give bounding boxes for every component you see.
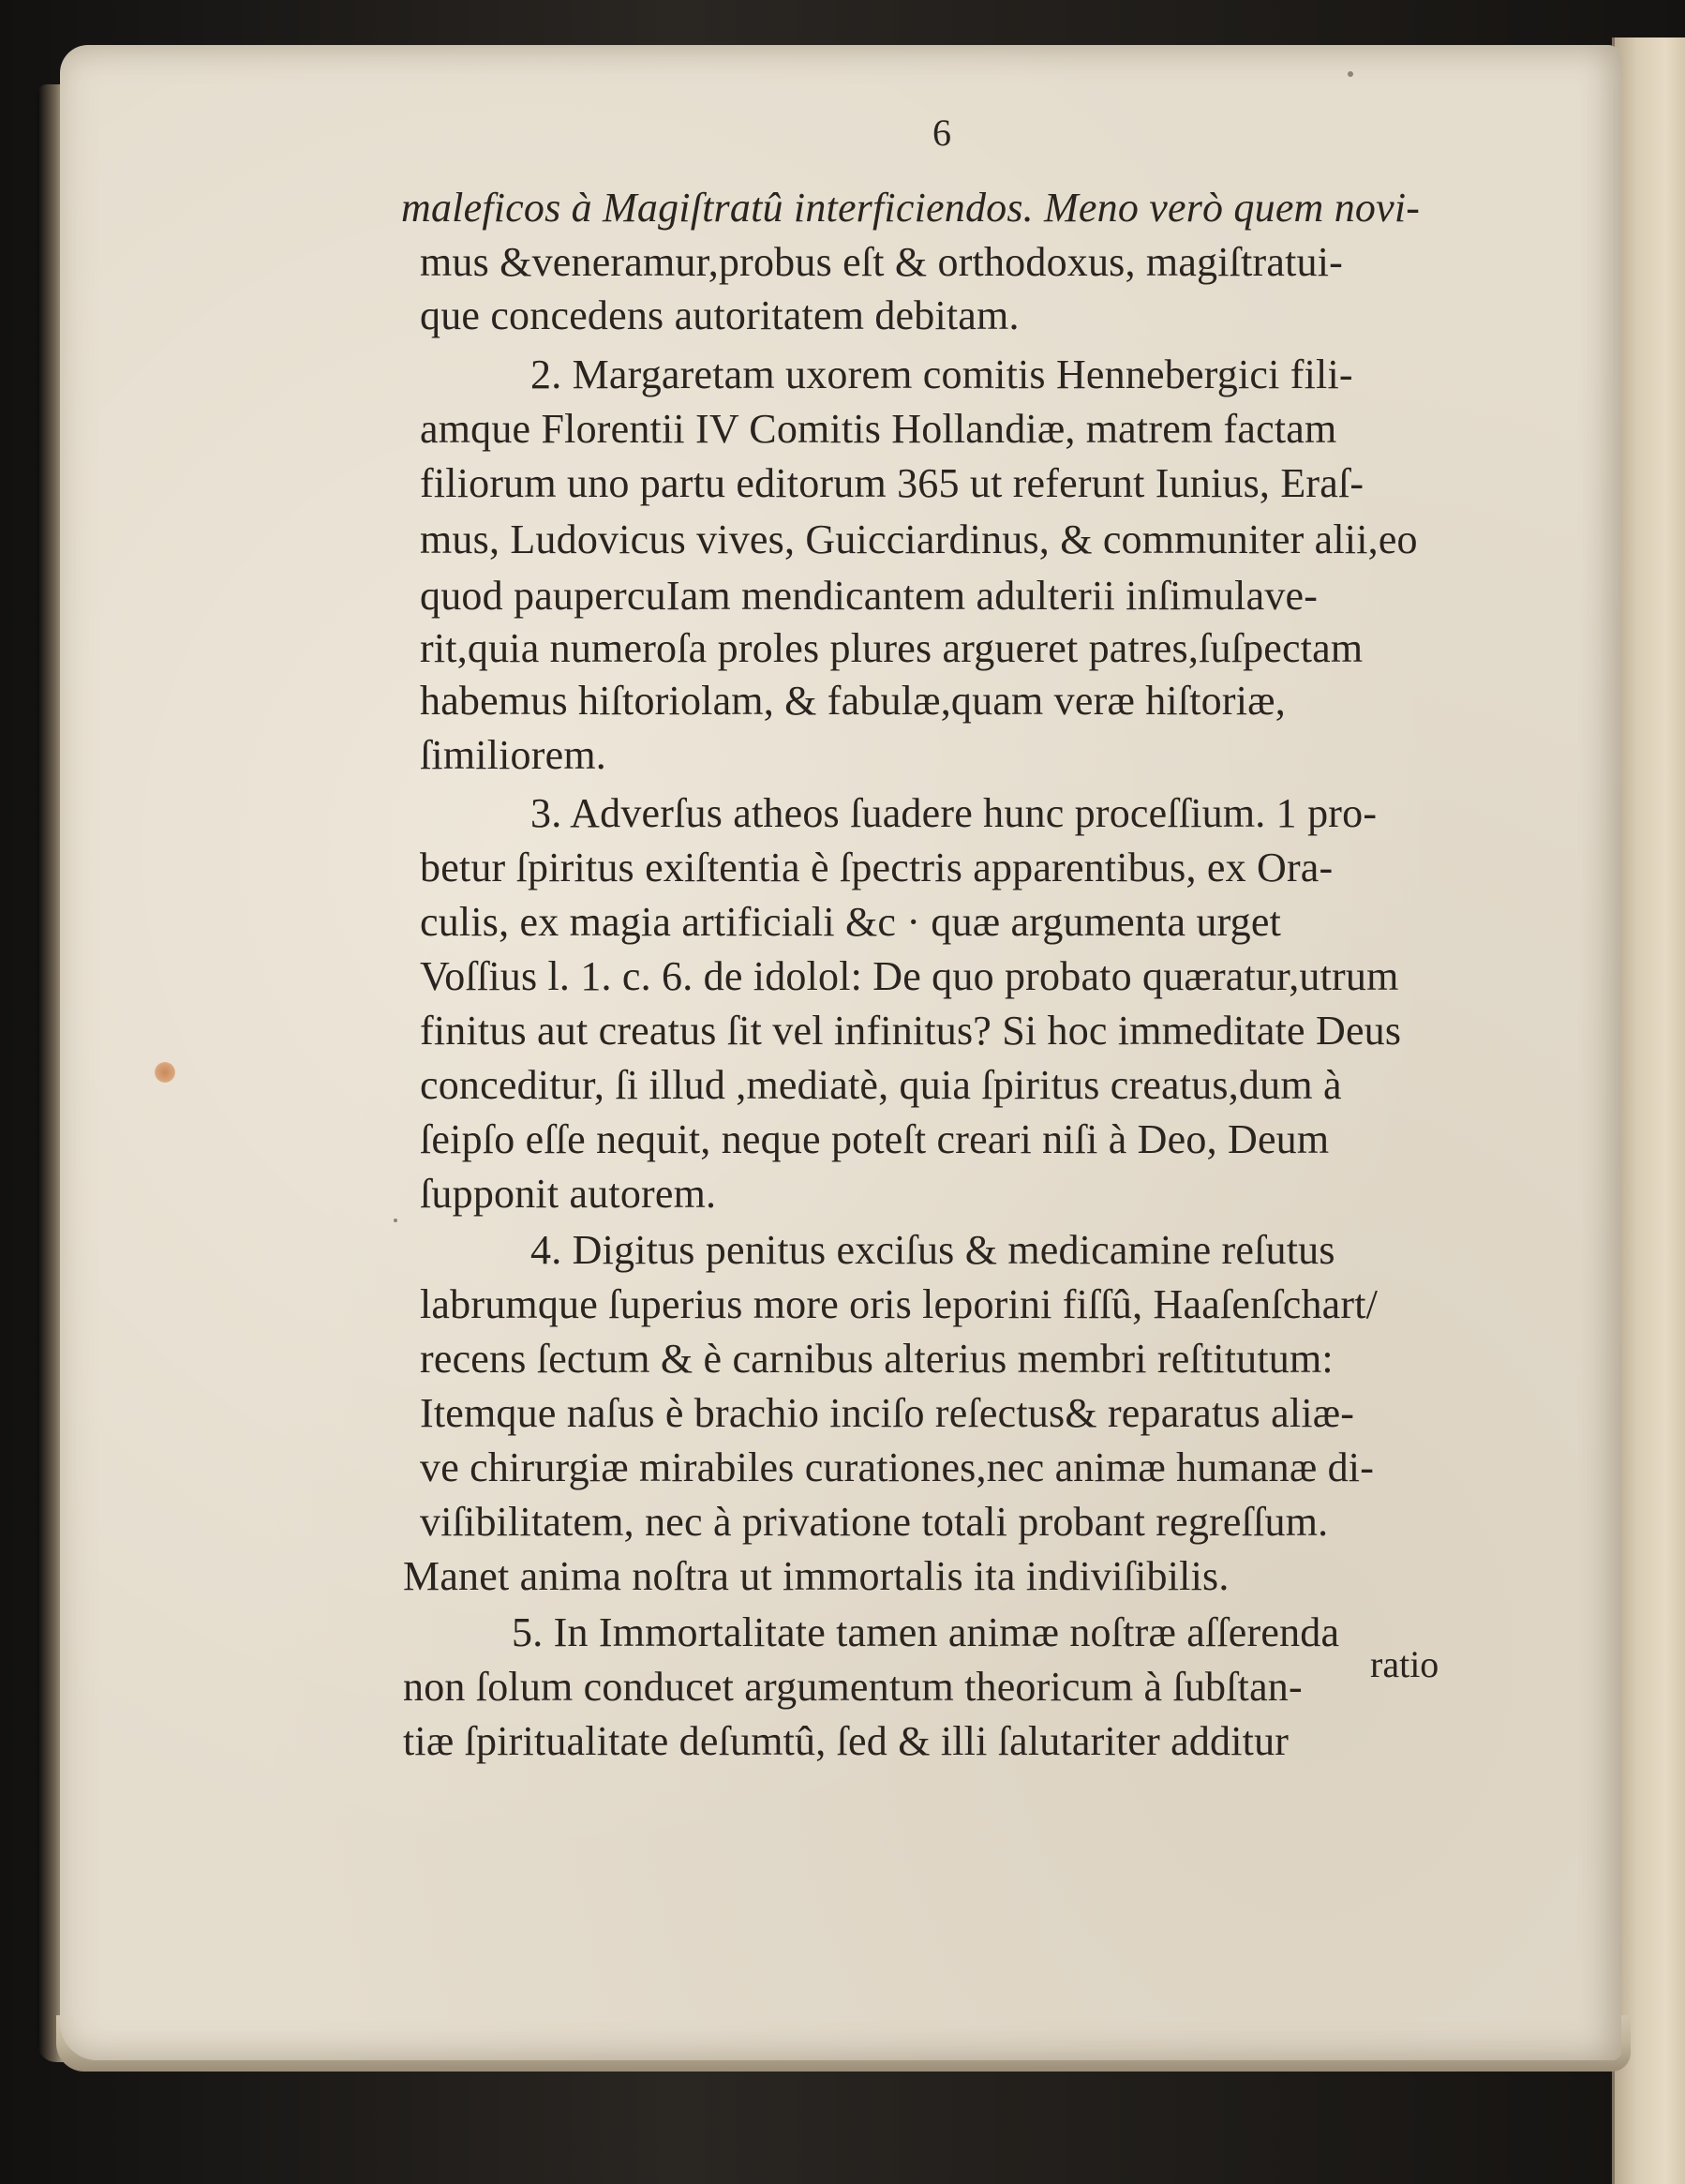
text-line: non ſolum conducet argumentum theoricum à ſubſtan- [403,1664,1303,1710]
text-line: Itemque naſus è brachio inciſo reſectus& reparatus aliæ- [420,1390,1355,1436]
text-line: quod paupercuIam mendicantem adulterii inſimulave- [420,573,1319,619]
text-line: 5. In Immortalitate tamen animæ noſtræ aſſerenda [512,1609,1340,1655]
text-line: 2. Margaretam uxorem comitis Hennebergici fili- [530,352,1353,397]
text-line: culis, ex magia artificiali &c · quæ argumenta urget [420,899,1282,945]
foxing-stain [155,1062,175,1083]
text-line: Manet anima noſtra ut immortalis ita indiviſibilis. [403,1553,1230,1599]
text-line: Voſſius l. 1. c. 6. de idolol: De quo probato quæratur,utrum [420,953,1399,999]
catchword: ratio [1370,1643,1439,1685]
text-line: maleficos à Magiſtratû interficiendos. Meno verò quem novi- [401,185,1421,231]
text-line: tiæ ſpiritualitate deſumtû, ſed & illi ſalutariter additur [403,1718,1290,1764]
text-line: ſeipſo eſſe nequit, neque poteſt creari niſi à Deo, Deum [420,1116,1330,1162]
text-line: ve chirurgiæ mirabiles curationes,nec animæ humanæ di- [420,1444,1375,1490]
text-line: mus, Ludovicus vives, Guicciardinus, & communiter alii,eo [420,516,1418,562]
text-line: 4. Digitus penitus exciſus & medicamine reſutus [530,1227,1335,1273]
text-line: amque Florentii IV Comitis Hollandiæ, matrem factam [420,406,1337,452]
page-number: 6 [932,112,951,154]
text-line: que concedens autoritatem debitam. [420,292,1020,338]
text-line: filiorum uno partu editorum 365 ut referunt Iunius, Eraſ- [420,460,1364,506]
paper-speck [1348,71,1353,77]
text-line: betur ſpiritus exiſtentia è ſpectris apparentibus, ex Ora- [420,845,1334,890]
paper-speck [394,1219,397,1222]
text-line: ſupponit autorem. [420,1171,717,1217]
text-line: recens ſectum & è carnibus alterius membri reſtitutum: [420,1336,1334,1382]
text-line: finitus aut creatus ſit vel infinitus? Si hoc immeditate Deus [420,1008,1402,1054]
text-line: labrumque ſuperius more oris leporini fiſſû, Haaſenſchart/ [420,1281,1379,1327]
text-line: mus &veneramur,probus eſt & orthodoxus, magiſtratui- [420,239,1344,285]
text-line: ſimiliorem. [420,732,606,778]
text-line: rit,quia numeroſa proles plures argueret patres,ſuſpectam [420,625,1364,671]
text-line: 3. Adverſus atheos ſuadere hunc proceſſium. 1 pro- [530,790,1378,836]
text-line: habemus hiſtoriolam, & fabulæ,quam veræ hiſtoriæ, [420,678,1286,724]
text-line: viſibilitatem, nec à privatione totali probant regreſſum. [420,1499,1329,1545]
facing-page-edge [1612,37,1685,2184]
text-line: conceditur, ſi illud ,mediatè, quia ſpiritus creatus,dum à [420,1062,1342,1108]
